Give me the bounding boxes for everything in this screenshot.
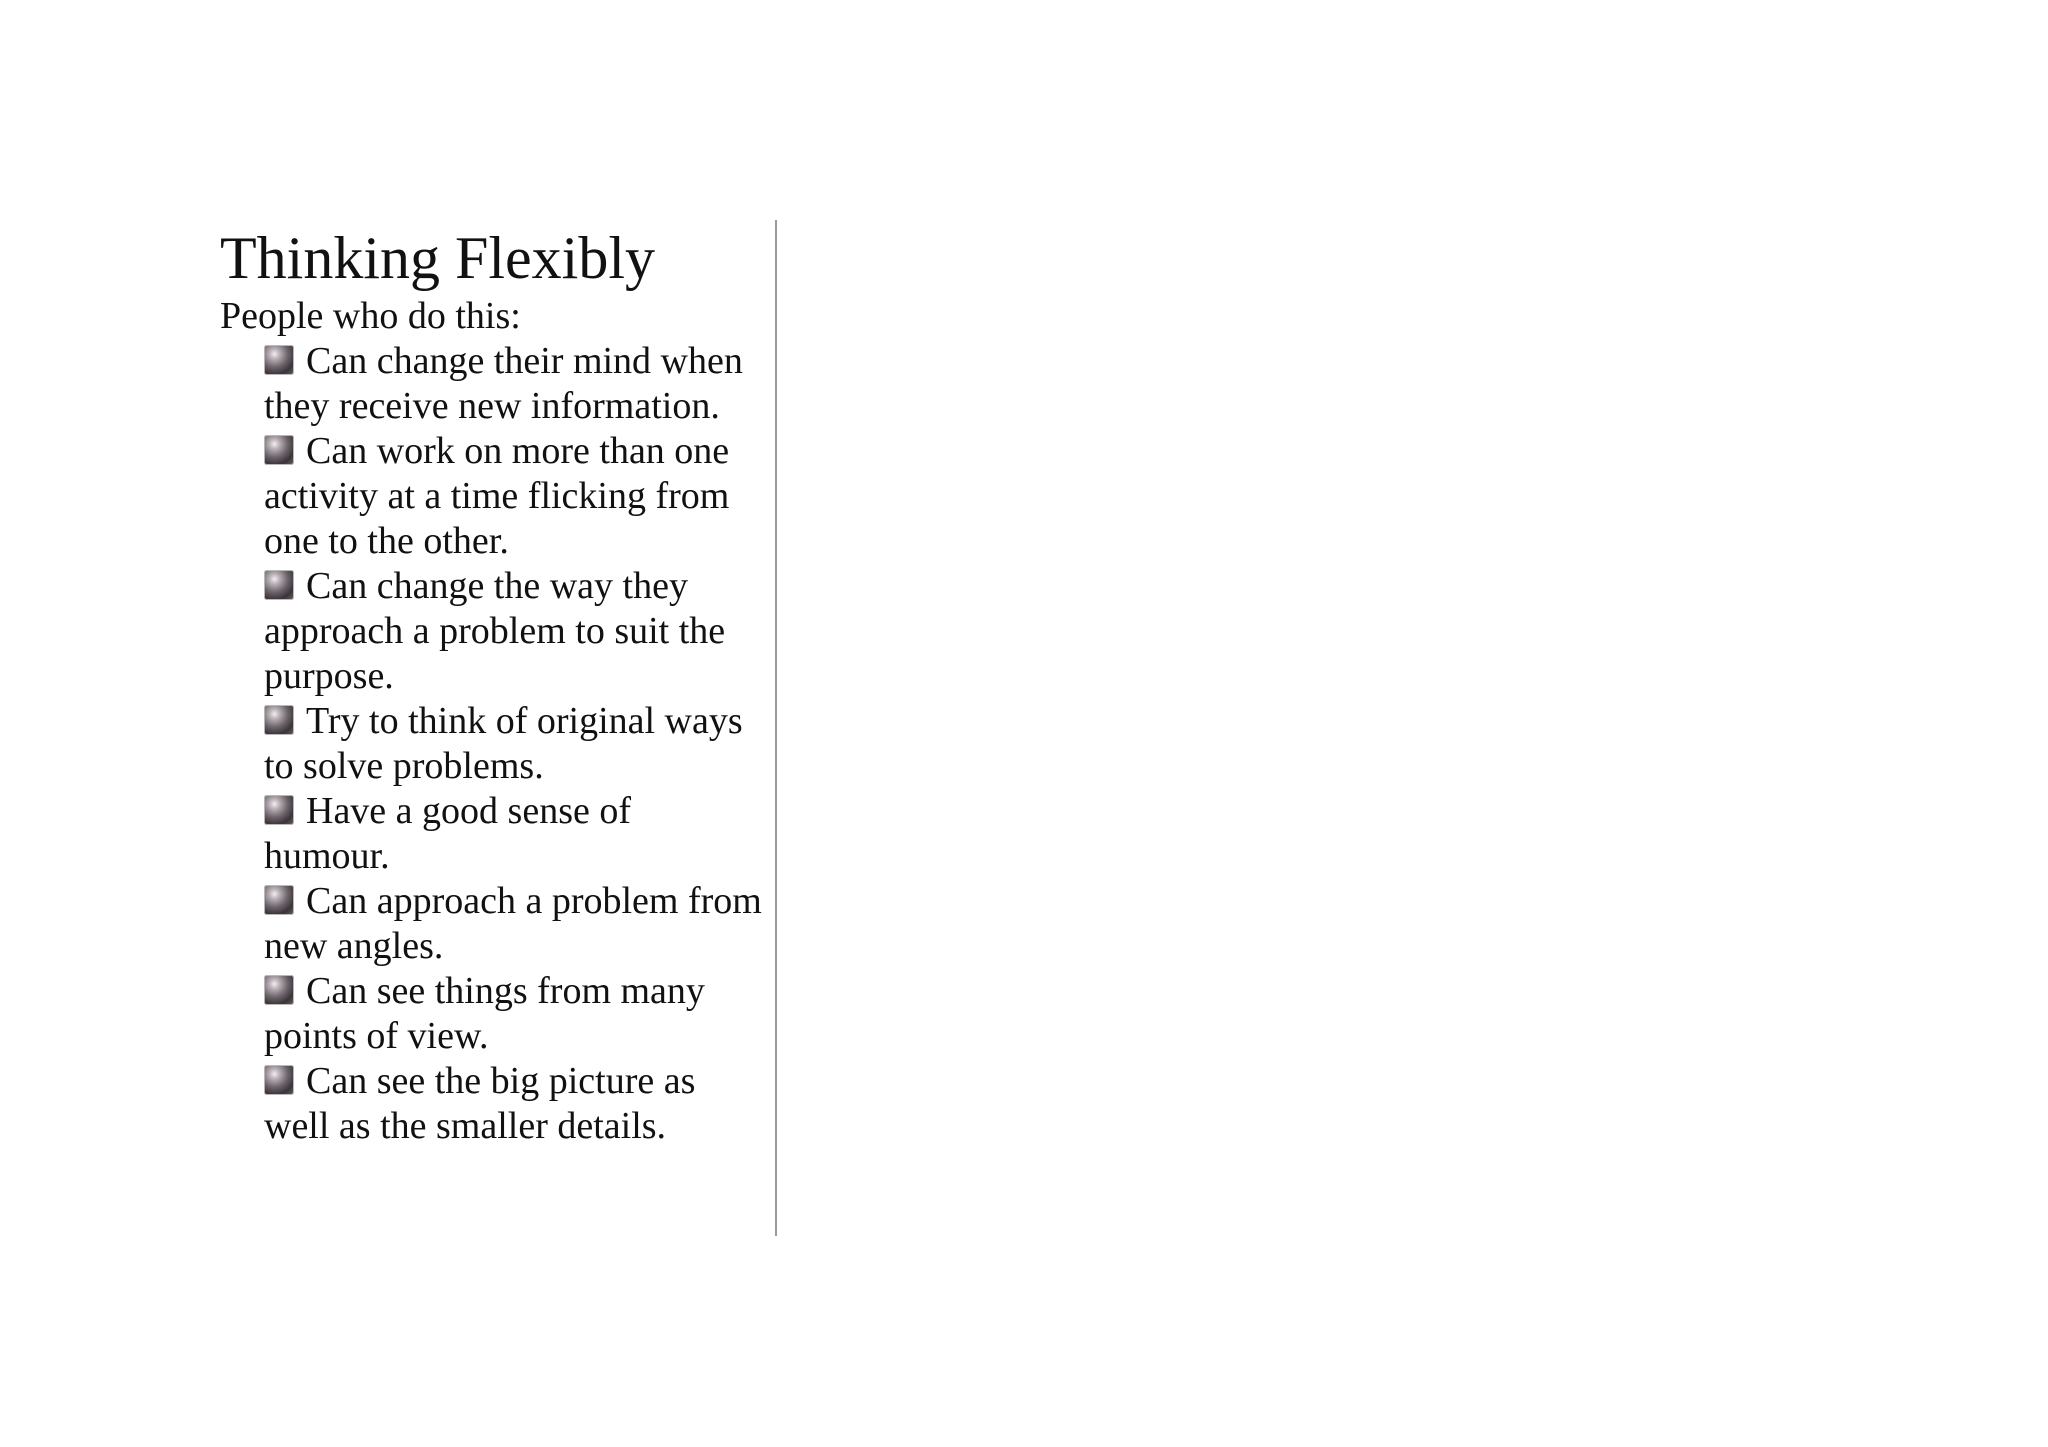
sphere-bullet-icon bbox=[264, 1065, 294, 1095]
intro-text: People who do this: bbox=[220, 295, 521, 337]
list-item bbox=[264, 429, 764, 564]
sphere-bullet-icon bbox=[264, 885, 294, 915]
list-item-text: Have a good sense of humour. bbox=[264, 790, 632, 877]
list-item-text: Can see the big picture as well as the smaller details. bbox=[264, 1060, 696, 1147]
list-item-text: Try to think of original ways to solve problems. bbox=[264, 700, 743, 787]
list-item bbox=[264, 879, 764, 969]
sphere-bullet-icon bbox=[264, 570, 294, 600]
list-item-text: Can change the way they approach a problem to suit the purpose. bbox=[264, 565, 726, 697]
content-column bbox=[220, 222, 760, 1149]
list-item bbox=[264, 699, 764, 789]
list-item-text: Can see things from many points of view. bbox=[264, 970, 705, 1057]
bullet-list bbox=[220, 339, 760, 1149]
list-item bbox=[264, 564, 764, 699]
list-item-text: Can change their mind when they receive new information. bbox=[264, 340, 743, 427]
list-item bbox=[264, 789, 764, 879]
list-item-text: Can work on more than one activity at a time flicking from one to the other. bbox=[264, 430, 730, 562]
sphere-bullet-icon bbox=[264, 705, 294, 735]
sphere-bullet-icon bbox=[264, 435, 294, 465]
list-item bbox=[264, 969, 764, 1059]
sphere-bullet-icon bbox=[264, 795, 294, 825]
list-item bbox=[264, 1059, 764, 1149]
sphere-bullet-icon bbox=[264, 345, 294, 375]
sphere-bullet-icon bbox=[264, 975, 294, 1005]
column-divider bbox=[775, 220, 777, 1236]
list-item bbox=[264, 339, 764, 429]
list-item-text: Can approach a problem from new angles. bbox=[264, 880, 762, 967]
page-title: Thinking Flexibly bbox=[220, 225, 655, 291]
